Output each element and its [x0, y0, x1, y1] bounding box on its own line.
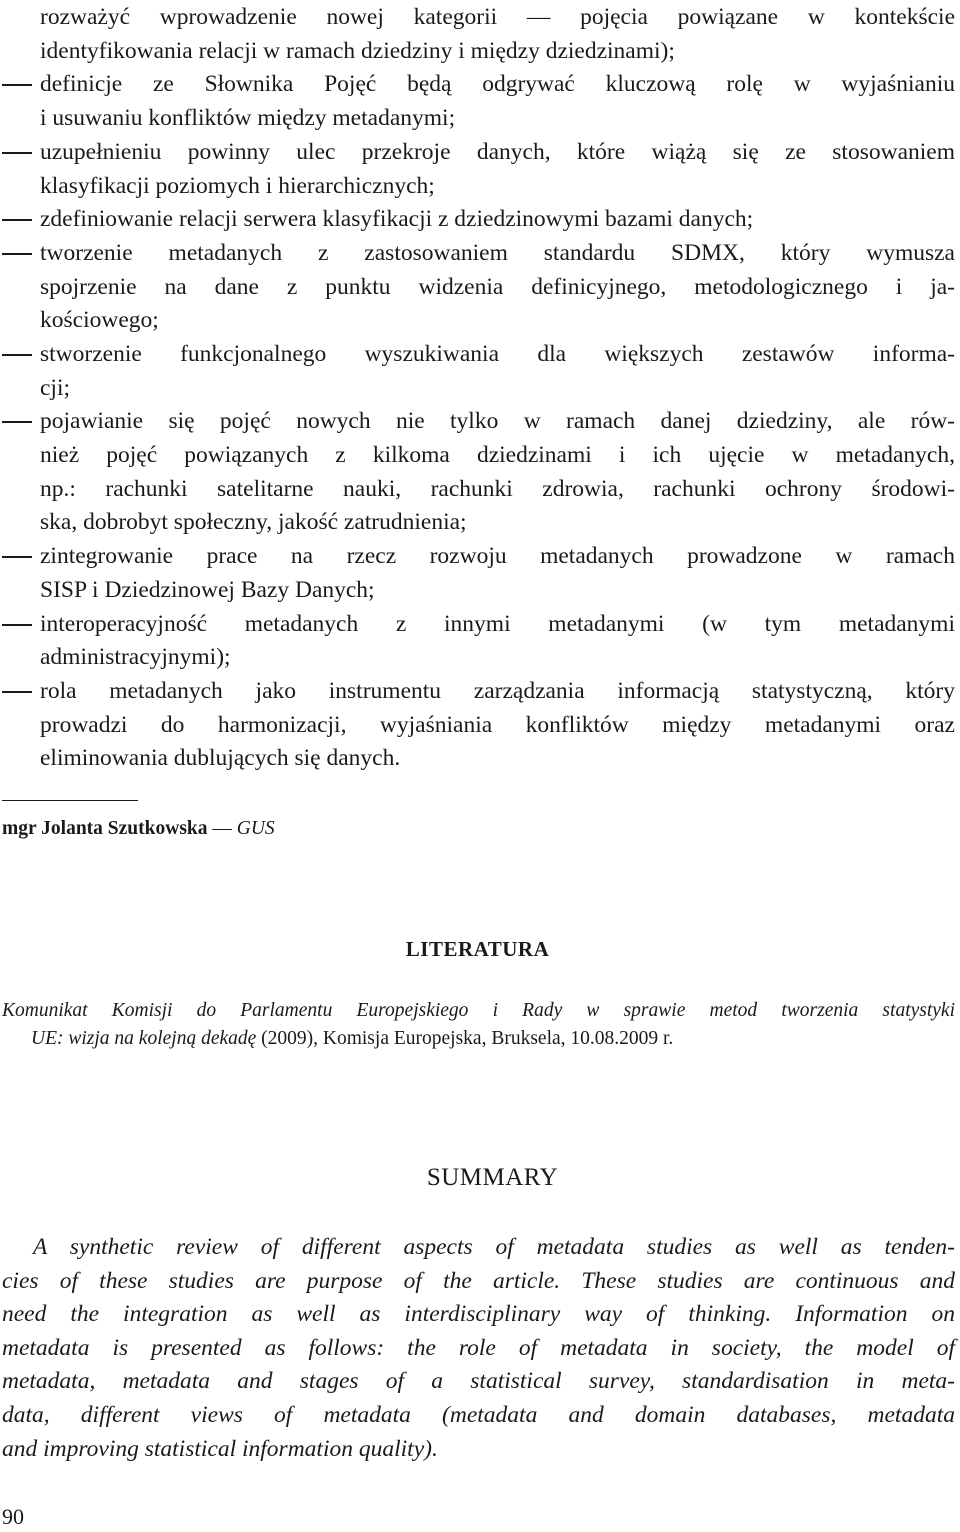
bullet-text: rola metadanych jako instrumentu zarządzania informacją statystyczną, który — [40, 678, 955, 704]
author-affiliation: GUS — [236, 818, 275, 839]
bullet-text: klasyfikacji poziomych i hierarchicznych; — [40, 173, 435, 199]
bullet-text: prowadzi do harmonizacji, wyjaśniania konfliktów między metadanymi oraz — [40, 712, 955, 738]
author-line — [2, 814, 275, 844]
bullet-line — [0, 741, 955, 775]
bullet-line — [0, 270, 955, 304]
bullet-text: identyfikowania relacji w ramach dziedziny i między dziedzinami); — [40, 38, 675, 64]
summary-line — [0, 1264, 955, 1298]
reference-title: Komunikat Komisji do Parlamentu Europejskiego i Rady w sprawie metod tworzenia statystyki — [2, 1000, 955, 1021]
summary-text: metadata, metadata and stages of a statistical survey, standardisation in meta- — [2, 1368, 955, 1394]
bullet-text: pojawianie się pojęć nowych nie tylko w ramach danej dziedziny, ale rów- — [40, 408, 955, 434]
em-dash-bullet — [2, 253, 32, 255]
bullet-text: rozważyć wprowadzenie nowej kategorii — pojęcia powiązane w kontekście — [40, 4, 955, 30]
summary-text: A synthetic review of different aspects of metadata studies as well as tenden- — [33, 1234, 955, 1260]
em-dash-bullet — [2, 421, 32, 423]
bullet-line — [0, 539, 955, 573]
author-separator: — — [212, 818, 232, 839]
bullet-text: administracyjnymi); — [40, 644, 231, 670]
summary-line — [0, 1432, 955, 1466]
em-dash-bullet — [2, 354, 32, 356]
bullet-line — [0, 337, 955, 371]
summary-text: and improving statistical information quality). — [2, 1436, 438, 1462]
bullet-text: interoperacyjność metadanych z innymi metadanymi (w tym metadanymi — [40, 611, 955, 637]
bullet-text: SISP i Dziedzinowej Bazy Danych; — [40, 577, 375, 603]
bullet-text: kościowego; — [40, 307, 159, 333]
literature-heading: LITERATURA — [405, 937, 550, 961]
footnote-rule — [2, 800, 138, 801]
em-dash-bullet — [2, 152, 32, 154]
reference-details: (2009), Komisja Europejska, Bruksela, 10.08.2009 r. — [256, 1028, 674, 1049]
bullet-line — [0, 101, 955, 135]
summary-text: need the integration as well as interdisciplinary way of thinking. Information on — [2, 1301, 955, 1327]
bullet-text: zintegrowanie prace na rzecz rozwoju metadanych prowadzone w ramach — [40, 543, 955, 569]
bullet-text: tworzenie metadanych z zastosowaniem standardu SDMX, który wymusza — [40, 240, 955, 266]
em-dash-bullet — [2, 84, 32, 86]
author-name: mgr Jolanta Szutkowska — [2, 818, 208, 839]
bullet-line — [0, 34, 955, 68]
bullet-line — [0, 404, 955, 438]
summary-text: metadata is presented as follows: the role of metadata in society, the model of — [2, 1335, 955, 1361]
summary-line — [0, 1331, 955, 1365]
bullet-line — [0, 472, 955, 506]
bullet-line — [0, 371, 955, 405]
bullet-line — [0, 67, 955, 101]
summary-line — [0, 1364, 955, 1398]
em-dash-bullet — [2, 691, 32, 693]
summary-line — [0, 1398, 955, 1432]
summary-text: cies of these studies are purpose of the article. These studies are continuous and — [2, 1268, 955, 1294]
bullet-line — [0, 573, 955, 607]
bullet-line — [0, 236, 955, 270]
bullet-text: zdefiniowanie relacji serwera klasyfikacji z dziedzinowymi bazami danych; — [40, 206, 754, 232]
em-dash-bullet — [2, 624, 32, 626]
bullet-line — [0, 0, 955, 34]
summary-text: data, different views of metadata (metadata and domain databases, metadata — [2, 1402, 955, 1428]
summary-heading: SUMMARY — [426, 1164, 559, 1191]
bullet-text: np.: rachunki satelitarne nauki, rachunki zdrowia, rachunki ochrony środowi- — [40, 476, 955, 502]
bullet-line — [0, 303, 955, 337]
bullet-line — [0, 438, 955, 472]
bullet-line — [0, 640, 955, 674]
bullet-text: spojrzenie na dane z punktu widzenia definicyjnego, metodologicznego i ja- — [40, 274, 955, 300]
bullet-line — [0, 505, 955, 539]
bullet-line — [0, 607, 955, 641]
bullet-text: i usuwaniu konfliktów między metadanymi; — [40, 105, 456, 131]
bullet-text: definicje ze Słownika Pojęć będą odgrywać kluczową rolę w wyjaśnianiu — [40, 71, 955, 97]
reference-line-2 — [31, 1024, 955, 1054]
bullet-line — [0, 169, 955, 203]
page-number: 90 — [2, 1504, 24, 1529]
bullet-text: uzupełnieniu powinny ulec przekroje danych, które wiążą się ze stosowaniem — [40, 139, 955, 165]
reference-line-1 — [2, 996, 955, 1026]
bullet-text: nież pojęć powiązanych z kilkoma dziedzinami i ich ujęcie w metadanych, — [40, 442, 955, 468]
bullet-text: stworzenie funkcjonalnego wyszukiwania dla większych zestawów informa- — [40, 341, 955, 367]
bullet-text: cji; — [40, 375, 71, 401]
summary-line — [0, 1297, 955, 1331]
bullet-line — [0, 708, 955, 742]
reference-title-continued: UE: wizja na kolejną dekadę — [31, 1028, 257, 1049]
bullet-line — [0, 202, 955, 236]
bullet-text: eliminowania dublujących się danych. — [40, 745, 401, 771]
em-dash-bullet — [2, 219, 32, 221]
bullet-text: ska, dobrobyt społeczny, jakość zatrudnienia; — [40, 509, 467, 535]
bullet-line — [0, 674, 955, 708]
summary-line — [0, 1230, 955, 1264]
em-dash-bullet — [2, 556, 32, 558]
bullet-line — [0, 135, 955, 169]
